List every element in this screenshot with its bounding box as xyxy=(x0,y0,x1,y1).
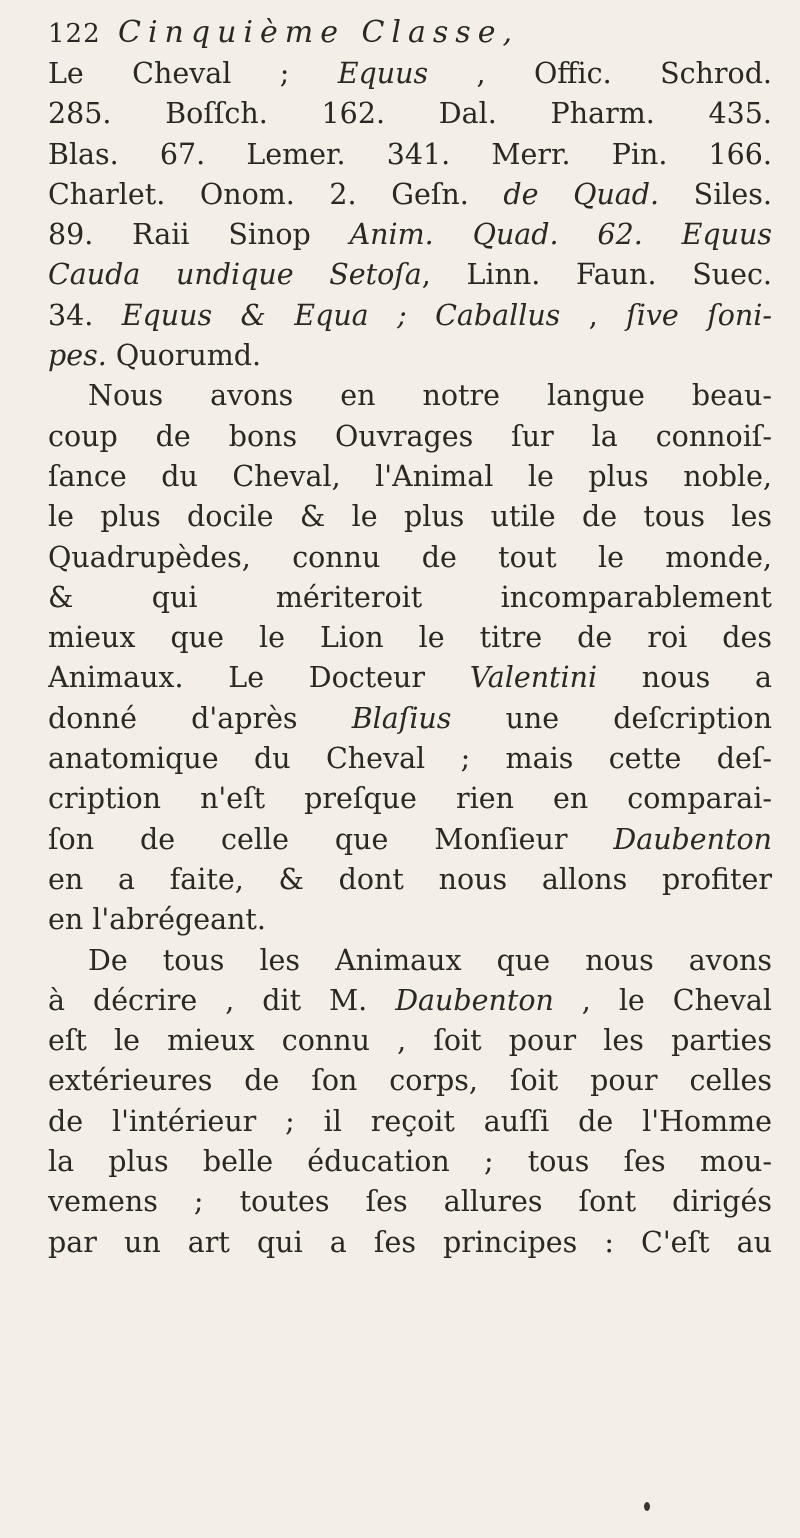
italic-text-run: Anim. Quad. 62. Equus xyxy=(349,218,772,252)
text-run: 34. xyxy=(48,298,122,332)
text-line xyxy=(48,94,772,134)
text-run: la plus belle éducation ; tous ſes mou- xyxy=(48,1145,772,1179)
text-line xyxy=(48,860,772,900)
text-run: de l'intérieur ; il reçoit auſſi de l'Homme xyxy=(48,1104,772,1138)
text-line xyxy=(48,417,772,457)
text-line xyxy=(48,699,772,739)
text-run: par un art qui a ſes principes : C'eſt au xyxy=(48,1225,772,1259)
text-run: ſance du Cheval, l'Animal le plus noble, xyxy=(48,459,772,493)
text-line xyxy=(48,54,772,94)
italic-text-run: de Quad. xyxy=(503,177,660,211)
text-line xyxy=(48,941,772,981)
ink-speck xyxy=(644,1502,650,1511)
text-line xyxy=(48,1102,772,1142)
text-run: nous a xyxy=(597,661,772,695)
italic-text-run: Daubenton xyxy=(395,983,554,1017)
italic-text-run: Equus & Equa ; Caballus xyxy=(121,298,561,332)
text-run: extérieures de ſon corps, ſoit pour celles xyxy=(48,1064,772,1098)
text-run: vemens ; toutes ſes allures ſont dirigés xyxy=(48,1185,772,1219)
text-run: à décrire , dit M. xyxy=(48,983,396,1017)
italic-text-run: Valentini xyxy=(469,661,598,695)
text-run: donné d'après xyxy=(48,701,352,735)
text-line xyxy=(48,215,772,255)
text-run: 89. Raii Sinop xyxy=(48,218,350,252)
text-run: 285. Boſſch. 162. Dal. Pharm. 435. xyxy=(48,97,772,131)
text-line xyxy=(48,538,772,578)
text-line xyxy=(48,820,772,860)
text-line xyxy=(48,578,772,618)
text-line xyxy=(48,1021,772,1061)
text-run: Quadrupèdes, connu de tout le monde, xyxy=(48,540,772,574)
running-title: Cinquième Classe, xyxy=(118,15,519,50)
text-line xyxy=(48,739,772,779)
text-run: coup de bons Ouvrages ſur la connoiſ- xyxy=(48,419,772,453)
text-line xyxy=(48,336,772,376)
text-line xyxy=(48,1182,772,1222)
text-run: Charlet. Onom. 2. Geſn. xyxy=(48,177,504,211)
italic-text-run: Cauda undique Setoſa xyxy=(48,258,422,292)
italic-text-run: Daubenton xyxy=(613,822,772,856)
italic-text-run: Equus xyxy=(337,57,429,90)
page-number: 122 xyxy=(48,19,101,49)
text-line xyxy=(48,376,772,416)
text-run: le plus docile & le plus utile de tous les xyxy=(48,500,772,534)
text-run: Nous avons en notre langue beau- xyxy=(88,379,772,413)
text-line xyxy=(48,497,772,537)
text-line xyxy=(48,1223,772,1263)
text-line xyxy=(48,900,772,940)
text-run: Siles. xyxy=(659,177,772,211)
text-line xyxy=(48,135,772,175)
italic-text-run: ſive ſoni- xyxy=(626,298,772,332)
text-run: , xyxy=(560,298,627,332)
text-run: une deſcription xyxy=(451,701,772,735)
running-head xyxy=(48,14,772,52)
text-line xyxy=(48,1142,772,1182)
text-run: Le Cheval ; xyxy=(48,57,338,90)
text-run: ſon de celle que Monſieur xyxy=(48,822,614,856)
text-run: Blas. 67. Lemer. 341. Merr. Pin. 166. xyxy=(48,137,772,171)
italic-text-run: Blaſius xyxy=(351,701,452,735)
text-line xyxy=(48,296,772,336)
text-line xyxy=(48,457,772,497)
text-run: Quorumd. xyxy=(106,339,262,373)
text-line xyxy=(48,779,772,819)
text-line xyxy=(48,1061,772,1101)
body-text xyxy=(48,54,772,1263)
text-run: cription n'eſt preſque rien en comparai- xyxy=(48,782,772,816)
text-run: & qui mériteroit incomparablement xyxy=(48,580,772,614)
text-run: , le Cheval xyxy=(553,983,772,1017)
text-line xyxy=(48,175,772,215)
text-run: anatomique du Cheval ; mais cette deſ- xyxy=(48,742,772,776)
text-line xyxy=(48,658,772,698)
text-line xyxy=(48,255,772,295)
text-line xyxy=(48,981,772,1021)
text-run: De tous les Animaux que nous avons xyxy=(88,943,772,977)
text-run: eſt le mieux connu , ſoit pour les parties xyxy=(48,1024,772,1058)
text-run: mieux que le Lion le titre de roi des xyxy=(48,621,772,655)
text-run: , Linn. Faun. Suec. xyxy=(421,258,772,292)
text-line xyxy=(48,618,772,658)
text-run: en a faite, & dont nous allons profiter xyxy=(48,862,772,896)
text-run: en l'abrégeant. xyxy=(48,903,266,937)
text-run: , Offic. Schrod. xyxy=(428,57,772,90)
text-run: Animaux. Le Docteur xyxy=(48,661,470,695)
italic-text-run: pes. xyxy=(48,339,107,373)
